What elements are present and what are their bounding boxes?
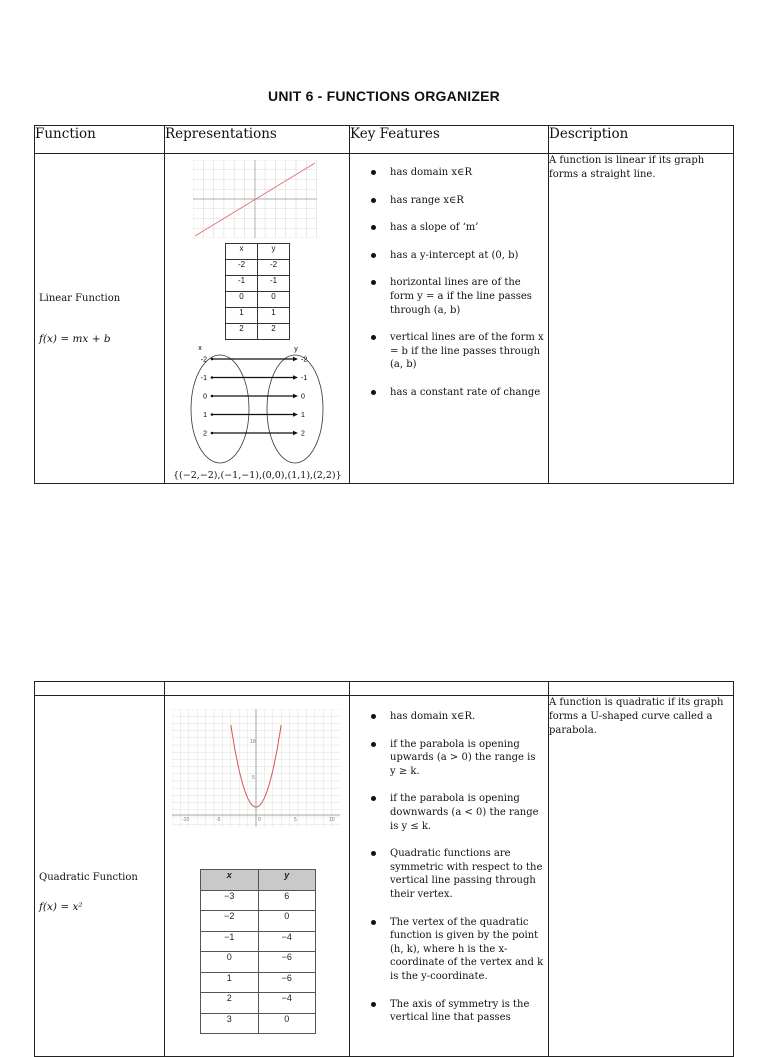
linear-row — [35, 154, 734, 484]
linear-set-notation: {(−2,−2),(−1,−1),(0,0),(1,1),(2,2)} — [173, 470, 342, 481]
quadratic-representations-cell — [165, 696, 350, 1057]
svg-text:5: 5 — [294, 817, 297, 823]
quadratic-function-formula: f(x) = x² — [39, 901, 83, 913]
list-item: if the parabola is opening upwards (a > 0) the range is y ≥ k. — [390, 738, 544, 779]
table-row: 1 1 — [226, 308, 290, 324]
header-function: Function — [35, 126, 165, 154]
list-item: has range x∈R — [390, 194, 544, 208]
table-row: 2 2 — [226, 324, 290, 340]
table-row: 0 0 — [226, 292, 290, 308]
table-row: −3 6 — [201, 890, 316, 911]
quadratic-features-list — [350, 696, 548, 1025]
svg-text:10: 10 — [329, 817, 335, 823]
table-row: -1 -1 — [226, 276, 290, 292]
linear-features-list — [350, 154, 548, 400]
linear-function-formula: f(x) = mx + b — [39, 333, 111, 345]
col-x-header: x — [201, 870, 259, 891]
list-item: has a y-intercept at (0, b) — [390, 249, 544, 263]
mapping-range-value: 0 — [301, 393, 305, 401]
mapping-range-value: -2 — [301, 356, 308, 364]
linear-xy-table — [225, 243, 290, 340]
svg-text:10: 10 — [250, 739, 256, 745]
list-item: The vertex of the quadratic function is given by the point (h, k), where h is the x-coordinate of the vertex and k is the y-coordinate. — [390, 916, 544, 982]
linear-description: A function is linear if its graph forms a straight line. — [549, 154, 734, 484]
linear-mapping-diagram — [183, 343, 333, 471]
list-item: has domain x∈R — [390, 166, 544, 180]
col-y-header: y — [258, 244, 290, 260]
list-item: horizontal lines are of the form y = a if the line passes through (a, b) — [390, 276, 544, 317]
organizer-table-quadratic — [34, 681, 734, 1057]
quadratic-function-cell — [35, 696, 165, 1057]
header-row-empty — [35, 682, 734, 696]
list-item: has a slope of ‘m’ — [390, 221, 544, 235]
linear-function-name: Linear Function — [39, 293, 121, 304]
mapping-range-value: 2 — [301, 430, 305, 438]
list-item: The axis of symmetry is the vertical line that passes — [390, 998, 544, 1025]
linear-function-cell — [35, 154, 165, 484]
quadratic-row — [35, 696, 734, 1057]
table-row: 1 −6 — [201, 972, 316, 993]
col-x-header: x — [226, 244, 258, 260]
quadratic-xy-table — [200, 869, 316, 1034]
header-description: Description — [549, 126, 734, 154]
mapping-domain-value: 2 — [203, 430, 207, 438]
mapping-domain-label: x — [198, 345, 202, 352]
quadratic-graph — [172, 709, 340, 827]
page-title: UNIT 6 - FUNCTIONS ORGANIZER — [268, 88, 500, 104]
svg-text:5: 5 — [252, 775, 255, 781]
table-row: 2 −4 — [201, 993, 316, 1014]
list-item: Quadratic functions are symmetric with respect to the vertical line passing through their vertex. — [390, 848, 543, 900]
linear-key-features-cell — [350, 154, 549, 484]
svg-text:0: 0 — [258, 817, 261, 823]
quadratic-function-name: Quadratic Function — [39, 872, 138, 883]
list-item: vertical lines are of the form x = b if the line passes through (a, b) — [390, 332, 544, 371]
mapping-domain-value: -2 — [200, 356, 207, 364]
mapping-domain-value: 1 — [203, 412, 207, 419]
linear-graph — [193, 160, 317, 238]
header-representations: Representations — [165, 126, 350, 154]
table-row: −1 −4 — [201, 931, 316, 952]
table-row: -2 -2 — [226, 260, 290, 276]
mapping-range-value: -1 — [301, 375, 308, 382]
linear-representations-cell — [165, 154, 350, 484]
header-key-features: Key Features — [350, 126, 549, 154]
organizer-table-linear — [34, 125, 734, 484]
mapping-range-value: 1 — [301, 412, 305, 419]
table-row: 0 −6 — [201, 952, 316, 973]
list-item: if the parabola is opening downwards (a < 0) the range is y ≤ k. — [390, 792, 544, 833]
table-row: −2 0 — [201, 911, 316, 932]
header-row — [35, 126, 734, 154]
mapping-domain-value: -1 — [200, 375, 207, 382]
svg-text:-10: -10 — [182, 817, 190, 823]
list-item: has a constant rate of change — [390, 386, 544, 400]
mapping-range-label: y — [294, 346, 298, 353]
list-item: has domain x∈R. — [390, 710, 544, 724]
quadratic-description: A function is quadratic if its graph forms a U-shaped curve called a parabola. — [549, 696, 734, 1057]
quadratic-key-features-cell — [350, 696, 549, 1057]
table-row: 3 0 — [201, 1013, 316, 1034]
svg-text:-5: -5 — [216, 817, 221, 823]
col-y-header: y — [258, 870, 316, 891]
mapping-domain-value: 0 — [203, 393, 207, 401]
